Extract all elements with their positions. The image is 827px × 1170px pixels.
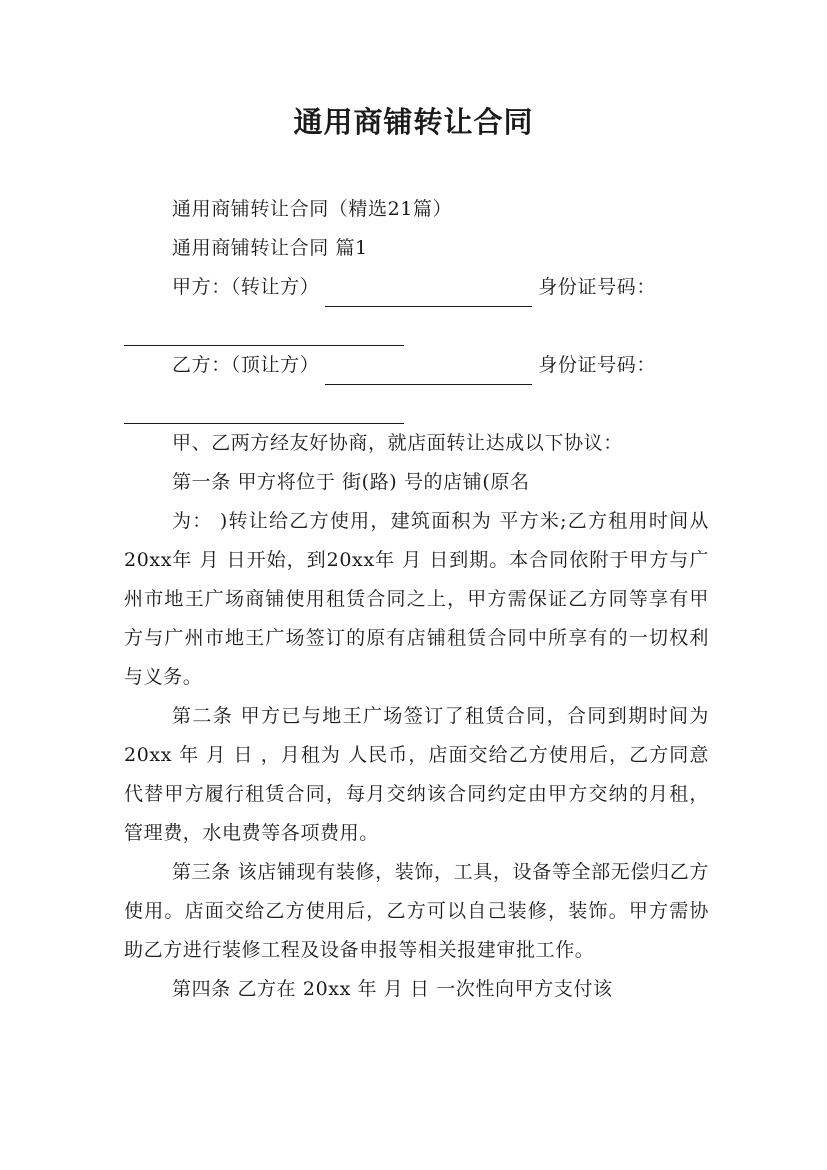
party-a-id-blank [124, 321, 404, 346]
party-b-name-blank [325, 360, 532, 385]
party-b-id-blank [124, 399, 404, 424]
party-a-id-row [124, 307, 709, 346]
party-a-label: 甲方：（转让方） [172, 276, 320, 298]
subtitle: 通用商铺转让合同（精选21篇） [172, 198, 453, 220]
party-b-label: 乙方：（顶让方） [172, 354, 320, 376]
party-b-id-row [124, 385, 709, 424]
article-1-heading-line: 第一条 甲方将位于 街(路) 号的店铺(原名 [172, 471, 530, 493]
party-a-id-label: 身份证号码： [538, 276, 656, 298]
article-1-body: 为： )转让给乙方使用，建筑面积为 平方米;乙方租用时间从20xx年 月 日开始，到20xx年 月 日到期。本合同依附于甲方与广州市地王广场商铺使用租赁合同之上，甲方需保证乙方同等享有甲方与广州市地王广场签订的原有店铺租赁合同中所享有的一切权利与义务。 [124, 510, 709, 688]
intro-paragraph: 甲、乙两方经友好协商，就店面转让达成以下协议： [172, 432, 623, 454]
document-body [124, 190, 709, 1009]
article-3: 第三条 该店铺现有装修，装饰，工具，设备等全部无偿归乙方使用。店面交给乙方使用后，乙方可以自己装修，装饰。甲方需协助乙方进行装修工程及设备申报等相关报建审批工作。 [124, 861, 709, 961]
party-a-line [124, 268, 709, 307]
article-4: 第四条 乙方在 20xx 年 月 日 一次性向甲方支付该 [172, 978, 613, 1000]
document-title: 通用商铺转让合同 [293, 105, 534, 139]
section-heading: 通用商铺转让合同 篇1 [172, 237, 368, 259]
article-2: 第二条 甲方已与地王广场签订了租赁合同，合同到期时间为 20xx 年 月 日 ，月租为 人民币，店面交给乙方使用后，乙方同意代替甲方履行租赁合同，每月交纳该合同约定由甲方交纳的月租，管理费，水电费等各项费用。 [124, 705, 709, 844]
party-a-name-blank [325, 282, 532, 307]
party-b-line [124, 346, 709, 385]
party-b-id-label: 身份证号码： [538, 354, 656, 376]
